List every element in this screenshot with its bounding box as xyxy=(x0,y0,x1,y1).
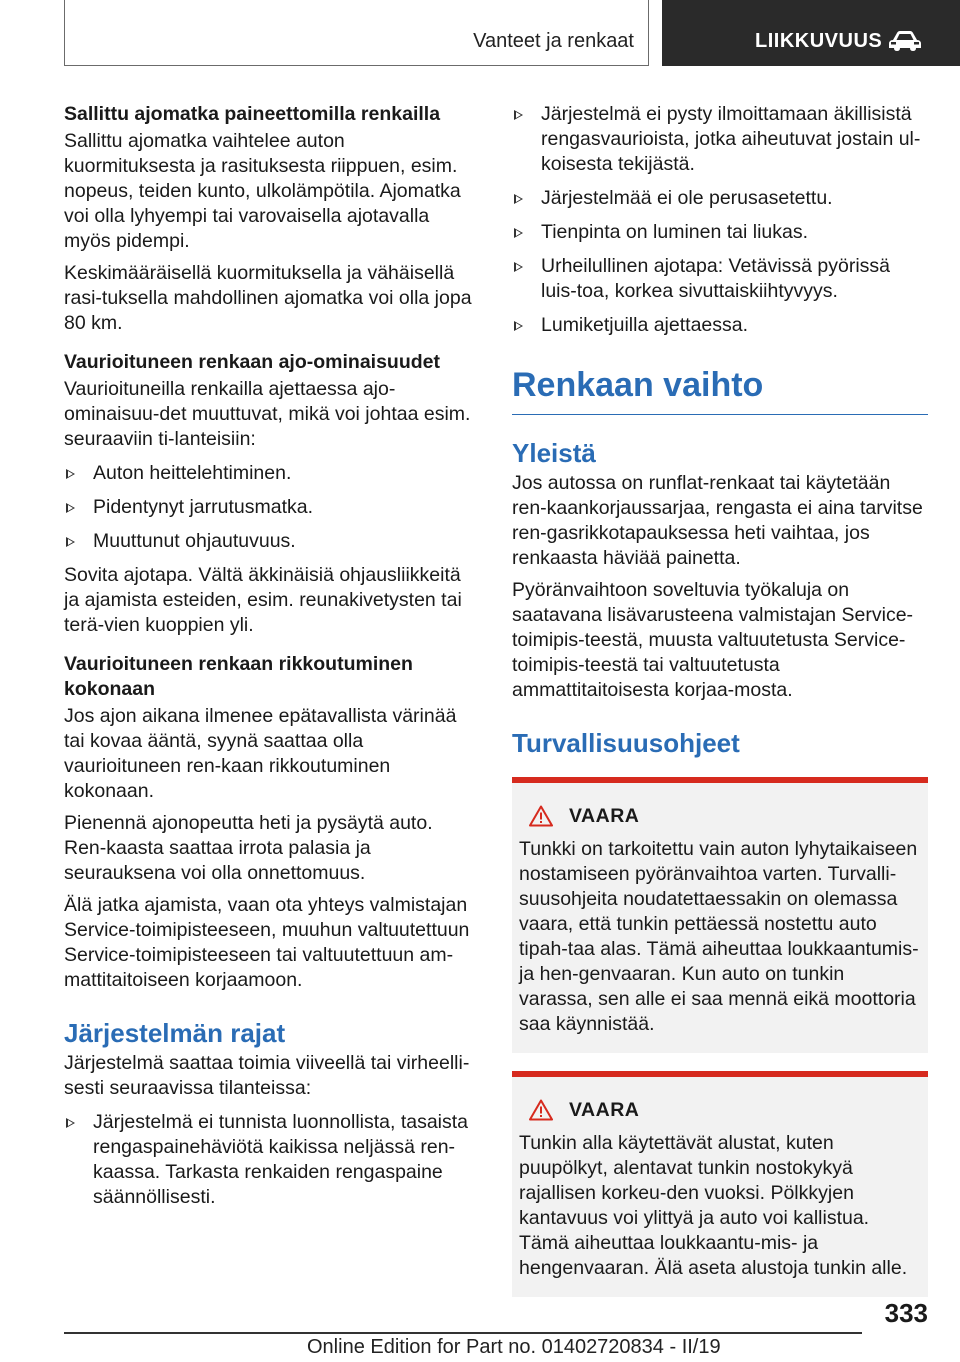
triangle-bullet-icon xyxy=(66,1118,75,1128)
paragraph: Keskimääräisellä kuormituksella ja vähäisellä rasi-tuksella mahdollinen ajomatka voi olla jopa 80 km. xyxy=(64,262,472,334)
list-item: Pidentynyt jarrutusmatka. xyxy=(64,495,476,520)
warning-title: VAARA xyxy=(519,1097,921,1123)
car-icon xyxy=(888,30,922,52)
list-item: Tienpinta on luminen tai liukas. xyxy=(512,220,928,245)
bullet-list xyxy=(64,461,476,554)
warning-box xyxy=(512,777,928,1053)
warning-triangle-icon xyxy=(529,805,553,827)
triangle-bullet-icon xyxy=(66,469,75,479)
heading-system-limits: Järjestelmän rajat xyxy=(64,1018,286,1048)
triangle-bullet-icon xyxy=(514,262,523,272)
footer-edition: Online Edition for Part no. 01402720834 - II/19 xyxy=(307,1336,721,1358)
page-number: 333 xyxy=(884,1298,928,1328)
paragraph: Vaurioituneilla renkailla ajettaessa ajo-ominaisuu-det muuttuvat, mikä voi johtaa esim. seuraaviin ti-lanteisiin: xyxy=(64,378,471,450)
triangle-bullet-icon xyxy=(514,321,523,331)
triangle-bullet-icon xyxy=(514,110,523,120)
subheading-range: Sallittu ajomatka paineettomilla renkailla xyxy=(64,103,441,125)
paragraph: Sovita ajotapa. Vältä äkkinäisiä ohjausliikkeitä ja ajamista esteiden, esim. reunakivetysten tai terä-vien kuoppien yli. xyxy=(64,564,462,636)
header-section-title: Vanteet ja renkaat xyxy=(473,30,634,52)
subheading-tyre-failure: Vaurioituneen renkaan rikkoutuminen kokonaan xyxy=(64,653,413,700)
header-chapter-tab xyxy=(662,0,960,66)
paragraph: Pienennä ajonopeutta heti ja pysäytä auto. Ren-kaasta saattaa irrota palasia ja seurauksena voi olla onnettomuus. xyxy=(64,812,433,884)
heading-safety-instructions: Turvallisuusohjeet xyxy=(512,728,740,758)
paragraph: Pyöränvaihtoon soveltuvia työkaluja on saatavana lisävarusteena valmistajan Service-toimipis-teestä, muusta valtuutetusta Service-toimipis-teestä tai valtuutetusta ammattitaitoisesta korjaa-mosta. xyxy=(512,579,914,701)
list-item: Auton heittelehtiminen. xyxy=(64,461,476,486)
warning-triangle-icon xyxy=(529,1099,553,1121)
heading-general: Yleistä xyxy=(512,438,596,468)
paragraph: Jos autossa on runflat-renkaat tai käytetään ren-kaankorjaussarjaa, rengasta ei aina tarvitse ren-gasrikkotapauksessa heti vaihtaa, jos renkaasta häviää painetta. xyxy=(512,472,923,569)
left-column xyxy=(64,102,476,1219)
bullet-list xyxy=(512,102,928,338)
list-item: Järjestelmä ei tunnista luonnollista, tasaista rengaspainehäviötä kaikissa neljässä ren-kaassa. Tarkasta renkaiden rengaspaine säännöllisesti. xyxy=(64,1110,476,1210)
triangle-bullet-icon xyxy=(66,537,75,547)
subheading-driving-properties: Vaurioituneen renkaan ajo-ominaisuudet xyxy=(64,351,440,373)
paragraph: Älä jatka ajamista, vaan ota yhteys valmistajan Service-toimipisteeseen, muuhun valtuutettuun Service-toimipisteeseen tai valtuutettuun am-mattitaitoiseen korjaamoon. xyxy=(64,894,470,991)
triangle-bullet-icon xyxy=(514,228,523,238)
warning-box xyxy=(512,1071,928,1297)
right-column xyxy=(512,102,928,1297)
paragraph: Jos ajon aikana ilmenee epätavallista värinää tai kovaa ääntä, syynä saattaa olla vaurioituneen ren-kaan rikkoutuminen kokonaan. xyxy=(64,705,457,802)
list-item: Järjestelmä ei pysty ilmoittamaan äkillisistä rengasvaurioista, jotka aiheutuvat jostain ul-koisesta tekijästä. xyxy=(512,102,928,177)
bullet-list xyxy=(64,1110,476,1210)
list-item: Muuttunut ohjautuvuus. xyxy=(64,529,476,554)
warning-text: Tunkki on tarkoitettu vain auton lyhytaikaiseen nostamiseen pyöränvaihtoa varten. Turvalli-suusohjeita noudatettaessakin on olemassa vaara, että tunkin pettäessä nostettu auto tipah-taa alas. Tämä aiheuttaa loukkaantumis- ja hen-genvaaran. Kun auto on tunkin varassa, sen alle ei saa mennä eikä moottoria saa käynnistää. xyxy=(519,838,919,1035)
header-section-box xyxy=(64,0,649,66)
triangle-bullet-icon xyxy=(514,194,523,204)
paragraph: Sallittu ajomatka vaihtelee auton kuormituksesta ja rasituksesta riippuen, esim. nopeus, teiden kunto, ulkolämpötila. Ajomatka voi olla lyhyempi tai varovaisella ajotavalla myös pidempi. xyxy=(64,130,461,252)
warning-text: Tunkin alla käytettävät alustat, kuten puupölkyt, alentavat tunkin nostokykyä rajallisen korkeu-den vuoksi. Pölkkyjen kantavuus voi ylittyä ja auto voi kallistua. Tämä aiheuttaa loukkaantu-mis- ja hengenvaaran. Älä aseta alustoja tunkin alle. xyxy=(519,1132,908,1279)
warning-title: VAARA xyxy=(519,803,921,829)
paragraph: Järjestelmä saattaa toimia viiveellä tai virheelli-sesti seuraavissa tilanteissa: xyxy=(64,1052,470,1099)
list-item: Järjestelmää ei ole perusasetettu. xyxy=(512,186,928,211)
header-chapter-label: LIIKKUVUUS xyxy=(755,30,883,52)
list-item: Lumiketjuilla ajettaessa. xyxy=(512,313,928,338)
list-item: Urheilullinen ajotapa: Vetävissä pyörissä luis-toa, korkea sivuttaiskiihtyvyys. xyxy=(512,254,928,304)
section-title-tyre-change: Renkaan vaihto xyxy=(512,364,928,415)
footer-divider xyxy=(64,1332,862,1334)
triangle-bullet-icon xyxy=(66,503,75,513)
